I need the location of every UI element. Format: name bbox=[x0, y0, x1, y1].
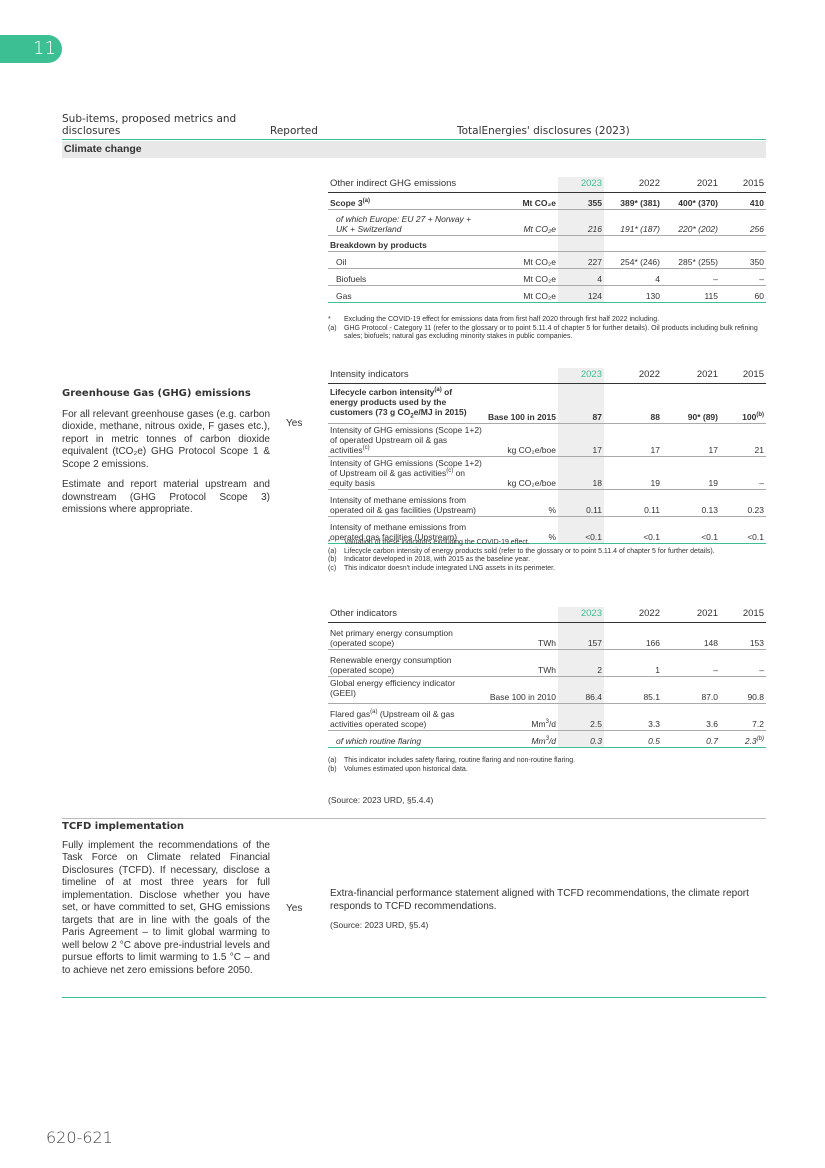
tcfd-description: TCFD implementation Fully implement the recommendations of the Task Force on Climate related Financial Disclosures (TCFD). If necessary, disclose a timeline of at most three years for full implementation. Disclose whether you have set, or have committed to set, GHG emissions targets that are in line with the goals of the Paris Agreement – to limit global warming to well below 2 °C above pre-industrial levels and pursue efforts to limit warming to 1.5 °C – and to achieve net zero emissions before 2050. bbox=[62, 821, 270, 976]
table-row: Breakdown by products bbox=[328, 236, 766, 252]
table-row: of which routine flaring Mm$^3$/d 0.3 0.5 0.7 2.3$^{(b)}$ bbox=[328, 731, 766, 748]
header-reported: Reported bbox=[270, 125, 318, 137]
table-header bbox=[62, 113, 766, 140]
section-end-line bbox=[62, 997, 766, 998]
ghg-title: Greenhouse Gas (GHG) emissions bbox=[62, 388, 251, 399]
table2-notes: * Valuation of these indicators excluding the COVID-19 effect. (a) Lifecycle carbon intensity of energy products sold (refer to the glossary or to point 5.11.4 of chapter 5 for further details). (b) Indicator developed in 2018, with 2015 as the baseline year. (c) This indicator doesn't include integrated LNG assets in its perimeter. bbox=[328, 539, 715, 572]
tcfd-title: TCFD implementation bbox=[62, 821, 185, 832]
table-row: Oil Mt CO₂e 227 254* (246) 285* (255) 350 bbox=[328, 252, 766, 269]
tcfd-disclosure: Extra-financial performance statement aligned with TCFD recommendations, the climate report responds to TCFD recommendations. (Source: 2023 URD, §5.4) bbox=[330, 888, 749, 930]
ghg-reported: Yes bbox=[286, 418, 303, 429]
table-row: Global energy efficiency indicator (GEEI) Base 100 in 2010 86.4 85.1 87.0 90.8 bbox=[330, 678, 764, 702]
table-other-indicators: Other indicators 2023 2022 2021 2015 Net primary energy consumption (operated scope) TWh 157 166 148 153 Renewable energy consumption (operated scope) TWh 2 1 – – Global energy efficiency indicator (GEEI) Base 100 in 2010 86.4 85.1 87.0 90.8 Flared gas$^{(a)}$ (Upstream oil & gas activities operated scope) Mm$^3$/d 2.5 3.3 3.6 7.2 of which routine flaring Mm$^3$/d 0.3 0.5 0.7 2.3$^{(b)}$ bbox=[330, 608, 764, 746]
table-title: Other indirect GHG emissions bbox=[328, 177, 558, 193]
table-row: Lifecycle carbon intensity$^{(a)}$ of energy products used by the customers (73 g $CO_2e/MJ$ in 2015) Base 100 in 2015 87 88 90* (89) 100$^{(b)}$ bbox=[328, 384, 766, 424]
table3-notes: (a) This indicator includes safety flaring, routine flaring and non-routine flaring. (b) Volumes estimated upon historical data. bbox=[328, 757, 576, 773]
table-intensity-indicators: Intensity indicators 2023 2022 2021 2015 Lifecycle carbon intensity$^{(a)}$ of energy products used by the customers (73 g $CO_2e/MJ$ in 2015) Base 100 in 2015 87 88 90* (89) 100$^{(b)}$ Intensity of GHG emissions (Scope 1+2) of operated Upstream oil & gas activities$^{(c)}$ kg CO₂e/boe 17 17 17 21 Intensity of GHG emissions (Scope 1+2) of Upstream oil & gas activities$^{(c)}$ on equity basis kg CO₂e/boe 18 19 19 – Intensity of methane emissions from operated oil & gas facilities (Upstream) % 0.11 0.11 0.13 0.23 Intensity of methane emissions from operated gas facilities (Upstream) % <0.1 <0.1 <0.1 <0.1 bbox=[330, 369, 764, 542]
table-row: Scope 3$^{(a)}$ Mt CO₂e 355 389* (381) 400* (370) 410 bbox=[328, 193, 766, 210]
source-note-ghg: (Source: 2023 URD, §5.4.4) bbox=[328, 795, 434, 805]
table-other-indirect-ghg: Other indirect GHG emissions 2023 2022 2021 2015 Scope 3$^{(a)}$ Mt CO₂e 355 389* (381) 400* (370) 410 of which Europe: EU 27 + Norway + UK + Switzerland Mt CO₂e 216 191* (187) 220* (202) 256 Breakdown by products Oil Mt CO₂e 227 254* (246) 285* (255) 350 Biofuels Mt CO₂e 4 4 – – Gas Mt CO₂e 124 130 115 60 bbox=[330, 178, 764, 301]
table-row: Intensity of methane emissions from operated oil & gas facilities (Upstream) % 0.11 0.11 0.13 0.23 bbox=[328, 489, 766, 516]
row-divider bbox=[62, 818, 766, 819]
header-sub-items: Sub-items, proposed metrics and disclosures bbox=[62, 113, 237, 137]
footer-page-numbers: 620-621 bbox=[46, 1128, 113, 1147]
tcfd-reported: Yes bbox=[286, 903, 303, 914]
section-title-climate-change: Climate change bbox=[62, 141, 766, 158]
table-row: Gas Mt CO₂e 124 130 115 60 bbox=[328, 286, 766, 303]
table-row: Intensity of GHG emissions (Scope 1+2) of operated Upstream oil & gas activities$^{(c)}$ kg CO₂e/boe 17 17 17 21 bbox=[330, 424, 764, 455]
header-disclosures: TotalEnergies' disclosures (2023) bbox=[457, 125, 630, 137]
table-row: Flared gas$^{(a)}$ (Upstream oil & gas activities operated scope) Mm$^3$/d 2.5 3.3 3.6 7.2 bbox=[328, 704, 766, 731]
table-row: Intensity of GHG emissions (Scope 1+2) of Upstream oil & gas activities$^{(c)}$ on equity basis kg CO₂e/boe 18 19 19 – bbox=[330, 457, 764, 488]
table1-notes: * Excluding the COVID-19 effect for emissions data from first half 2020 through first half 2022 including. (a) GHG Protocol - Category 11 (refer to the glossary or to point 5.11.4 of chapter 5 for further details). Oil products including bulk refining sales; biofuels; natural gas excluding minority stakes in public companies. bbox=[328, 316, 758, 340]
table-row: Intensity of methane emissions from operated gas facilities (Upstream) % <0.1 <0.1 <0.1 <0.1 bbox=[328, 516, 766, 543]
table-row: Renewable energy consumption (operated scope) TWh 2 1 – – bbox=[328, 650, 766, 677]
ghg-description: Greenhouse Gas (GHG) emissions For all relevant greenhouse gases (e.g. carbon dioxide, methane, nitrous oxide, F gases etc.), report in metric tonnes of carbon dioxide equivalent (tCO₂e) GHG Protocol Scope 1 & Scope 2 emissions. Estimate and report material upstream and downstream (GHG Protocol Scope 3) emissions where appropriate. bbox=[62, 388, 270, 515]
table-row: Net primary energy consumption (operated scope) TWh 157 166 148 153 bbox=[328, 623, 766, 650]
table-row: of which Europe: EU 27 + Norway + UK + Switzerland Mt CO₂e 216 191* (187) 220* (202) 256 bbox=[328, 210, 766, 236]
page-number-badge: 11 bbox=[0, 35, 62, 63]
table-row: Biofuels Mt CO₂e 4 4 – – bbox=[328, 269, 766, 286]
